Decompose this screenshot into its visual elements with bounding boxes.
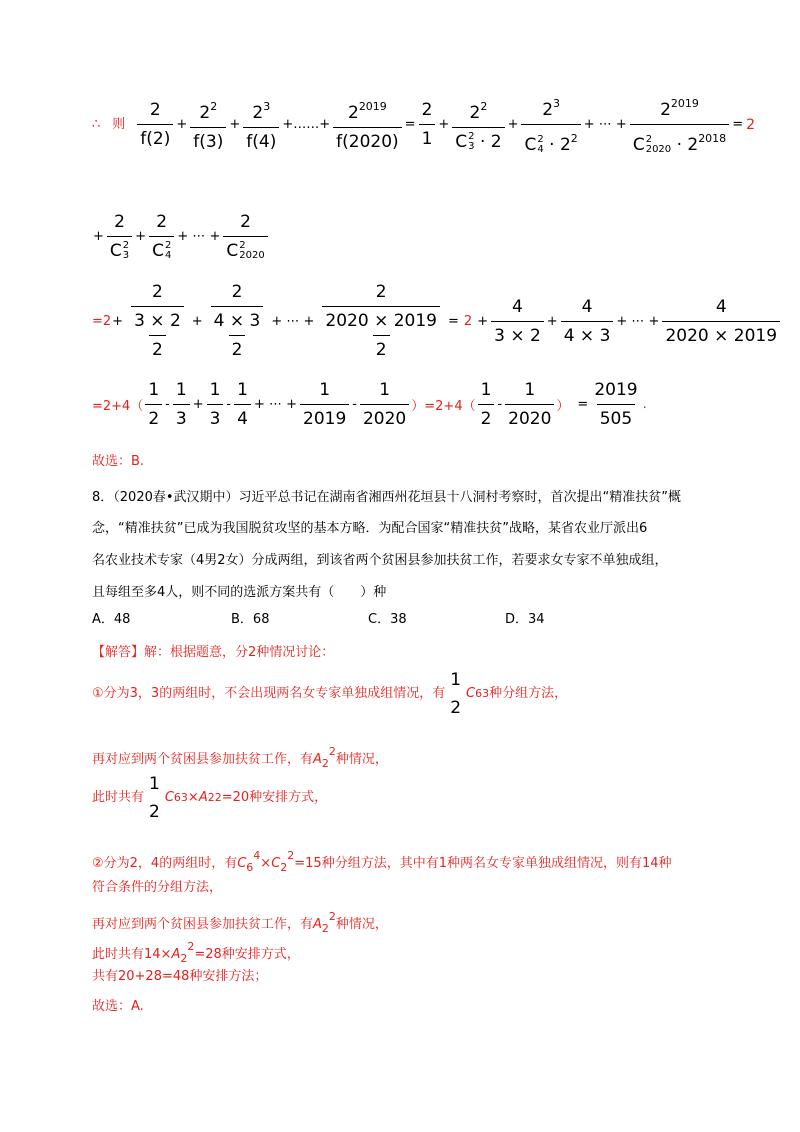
line3-bigterm-2: $\frac{\frac{2}{4 \times 3}}{2}$	[206, 280, 269, 362]
solution-case1-line1: ①分为3，3的两组时，不会出现两名女专家单独成组情况，有 1 2 C 6 3 种分组方法，	[92, 670, 568, 718]
solution-case1-line3: 此时共有 1 2 C 6 3 × A 2 2 =20种安排方式，	[92, 774, 328, 822]
line2-term-3: 2 C 2 2020	[223, 210, 267, 263]
q8-line-3: 名农业技术专家（4男2女）分成两组，到该省两个贫困县参加扶贫工作，若要求女专家不单独成组，	[92, 553, 668, 568]
line4-prefix: =2+4（	[92, 399, 144, 414]
solution-total: 共有20+28=48种安排方法；	[92, 969, 268, 984]
answer-q7: 故选：B.	[92, 454, 145, 469]
line3-bigterm-1: $\frac{\frac{2}{3 \times 2}}{2}$	[126, 280, 189, 362]
line3-two: 2	[463, 313, 473, 329]
q8-line-4: 且每组至多4人，则不同的选派方案共有（ ）种	[92, 585, 387, 600]
line3-prefix: =2	[92, 313, 112, 329]
line2-term-1: 2 C 2 3	[107, 210, 132, 263]
therefore-symbol: ∴	[92, 116, 101, 132]
solution-case2-line3: 再对应到两个贫困县参加扶贫工作，有$A_2^2$种情况，	[92, 910, 388, 935]
rhs-term-1: $2^2$ C 2 3 · 2	[452, 95, 504, 154]
solution-case1-line2: 再对应到两个贫困县参加扶贫工作，有$A_2^2$种情况，	[92, 745, 388, 770]
q8-line-2: 念，“精准扶贫”已成为我国脱贫攻坚的基本方略．为配合国家“精准扶贫”战略，某省农业厅派出6	[92, 521, 648, 536]
ze-text: 则	[112, 116, 126, 132]
line3-term-2: $\frac{4}{4 \times 3}$	[561, 295, 614, 348]
final-result: $\frac{2019}{505}$	[594, 380, 638, 429]
equation-line-4: =2+4（ $\frac{1}{2}$ - $\frac{1}{3}$ + $\frac{1}{3}$ - $\frac{1}{4}$ + ⋯ + $\frac{1}{2019}$ - $\frac{1}{2020}$ ） =2+4（ $\frac{1}{2}$ - $\frac{1}{2020}$ ） = $\frac{2019}{505}$ .	[92, 380, 647, 429]
solution-head: 【解答】解：根据题意，分2种情况讨论：	[92, 645, 335, 660]
answer-q8: 故选：A.	[92, 999, 144, 1014]
eq1-result: 2	[746, 116, 756, 133]
solution-case2-line2: 符合条件的分组方法，	[92, 880, 223, 895]
lhs-term-3: $\frac{2^3}{f(4)}$	[243, 95, 279, 154]
lhs-term-1: $\frac{2}{f(2)}$	[137, 98, 173, 151]
equation-line-2: + 2 C 2 3 + 2 C 2 4 + ⋯ + 2 C 2 2020	[92, 210, 270, 263]
lhs-term-2: $\frac{2^2}{f(3)}$	[190, 95, 226, 154]
option-d: D．34	[505, 612, 545, 627]
q8-line-1: 8．（2020春•武汉期中）习近平总书记在湖南省湘西州花垣县十八洞村考察时，首次提出“精准扶贫”概	[92, 490, 681, 505]
line4-mid: =2+4（	[424, 399, 476, 414]
equation-line-1: ∴ 则 $\frac{2}{f(2)}$ + $\frac{2^2}{f(3)}$ + $\frac{2^3}{f(4)}$ +……+ $\frac{2^{2019}}{f(2020)}$ = $\frac{2}{1}$ + $2^2$ C 2 3 · 2 + $2^3$ C 2 4 · $2^2$ + ⋯ + $2^{2019}$ C 2 2020 · $2^{2018}$ = 2	[92, 92, 755, 157]
solution-case2-line4: 此时共有$14\times A_2^2=28$种安排方式，	[92, 940, 300, 965]
solution-case2-line1: ②分为2，4的两组时，有$C_6^4\times C_2^2=15$种分组方法，其中有1种两名女专家单独成组情况，则有14种	[92, 849, 672, 874]
option-a: A．48	[92, 612, 131, 627]
rhs-term-2: $2^3$ C 2 4 · $2^2$	[521, 92, 580, 157]
lhs-term-4: $\frac{2^{2019}}{f(2020)}$	[333, 95, 402, 154]
line3-term-3: $\frac{4}{2020 \times 2019}$	[662, 295, 780, 348]
line3-term-1: $\frac{4}{3 \times 2}$	[491, 295, 544, 348]
rhs-first-term: $\frac{2}{1}$	[419, 98, 436, 151]
line3-bigterm-3: $\frac{\frac{2}{2020 \times 2019}}{2}$	[317, 280, 445, 362]
option-c: C．38	[368, 612, 407, 627]
equation-line-3: =2 + $\frac{\frac{2}{3 \times 2}}{2}$ + $\frac{\frac{2}{4 \times 3}}{2}$ + ⋯ + $\frac{\frac{2}{2020 \times 2019}}{2}$ = 2 + $\frac{4}{3 \times 2}$ + $\frac{4}{4 \times 3}$ + ⋯ + $\frac{4}{2020 \times 2019}$	[92, 280, 782, 362]
line2-term-2: 2 C 2 4	[149, 210, 174, 263]
rhs-term-3: $2^{2019}$ C 2 2020 · $2^{2018}$	[630, 92, 729, 157]
option-b: B．68	[231, 612, 270, 627]
